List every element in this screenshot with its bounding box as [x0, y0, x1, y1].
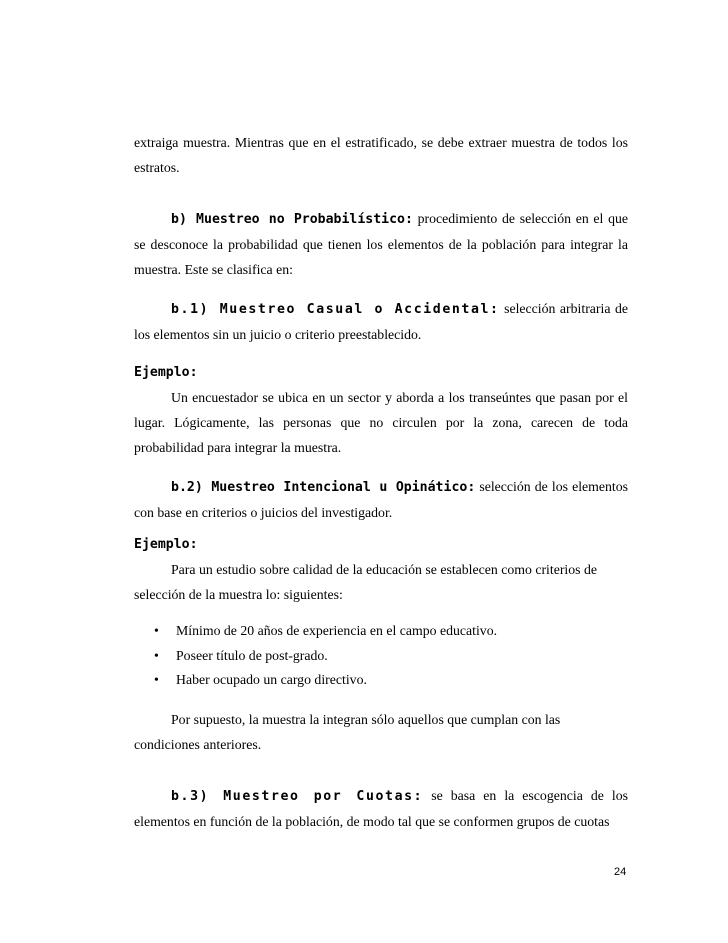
text-no-probabilistico: procedimiento de selección en el que se desconoce la probabilidad que tienen los elementos de la población para integrar la muestra. Este se clasifica en: — [134, 211, 629, 277]
ejemplo-label-1: Ejemplo: — [134, 365, 198, 380]
paragraph-intencional — [134, 474, 628, 525]
paragraph-por-supuesto: Por supuesto, la muestra la integran sólo aquellos que cumplan con las condiciones anteriores. — [134, 711, 561, 752]
ejemplo-text-2: Para un estudio sobre calidad de la educación se establecen como criterios de selección de la muestra lo: siguientes: — [134, 562, 597, 602]
text-intencional: selección de los elementos con base en criterios o juicios del investigador. — [134, 479, 629, 520]
ejemplo-label-2: Ejemplo: — [134, 537, 198, 552]
list-item: • Poseer título de post-grado. — [134, 644, 628, 669]
heading-intencional: b.2) Muestreo Intencional u Opinático: — [171, 480, 476, 495]
heading-cuotas: b.3) Muestreo por Cuotas: — [171, 788, 424, 804]
heading-casual: b.1) Muestreo Casual o Accidental: — [171, 302, 500, 317]
text-cuotas: se basa en la escogencia de los elementos en función de la población, de modo tal que se conformen grupos de cuotas — [134, 787, 628, 829]
text-casual: selección arbitraria de los elementos sin un juicio o criterio preestablecido. — [134, 301, 628, 342]
page-number: 24 — [614, 866, 627, 878]
ejemplo-text-1: Un encuestador se ubica en un sector y aborda a los transeúntes que pasan por el lugar. Lógicamente, las personas que no circulen por la zona, carecen de toda probabilidad para integrar la muestra. — [134, 390, 628, 455]
paragraph-no-probabilistico — [134, 206, 628, 282]
criteria-list — [134, 619, 628, 693]
bullet-icon: • — [154, 647, 159, 663]
heading-no-probabilistico: b) Muestreo no Probabilístico: — [171, 212, 413, 227]
bullet-icon: • — [154, 623, 159, 638]
paragraph-casual — [134, 296, 628, 347]
document-body — [134, 130, 628, 834]
list-item: • Haber ocupado un cargo directivo. — [134, 668, 628, 693]
paragraph-cuotas — [134, 783, 628, 834]
bullet-icon: • — [154, 672, 159, 687]
list-item: • Mínimo de 20 años de experiencia en el campo educativo. — [134, 619, 628, 644]
paragraph-estratos: extraiga muestra. Mientras que en el estratificado, se debe extraer muestra de todos los estratos. — [134, 135, 628, 175]
